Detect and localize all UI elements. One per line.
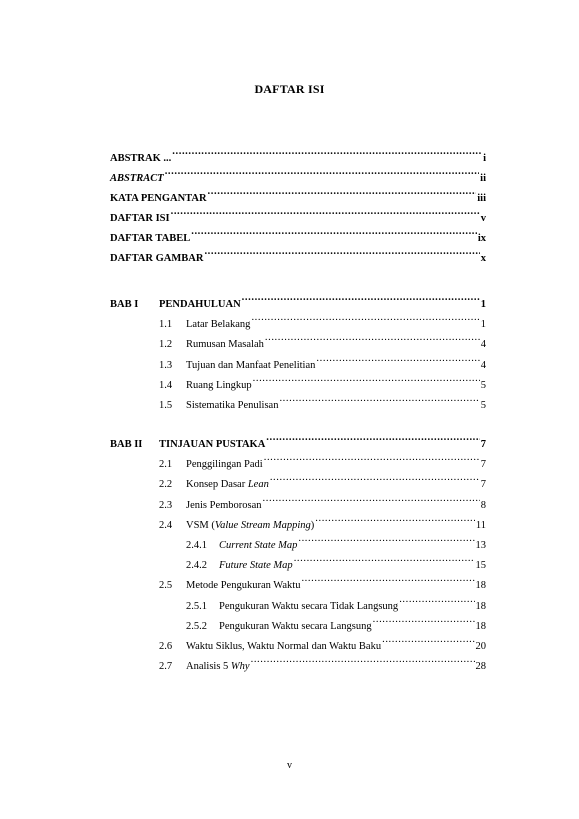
entry-page-number: 7 bbox=[480, 459, 486, 471]
entry-label-text: Jenis Pemborosan bbox=[186, 499, 262, 511]
entry-page-number: 13 bbox=[475, 540, 486, 551]
leader-dots bbox=[264, 453, 480, 467]
entry-number: 2.4.1 bbox=[186, 540, 207, 551]
entry-page-number: 7 bbox=[480, 479, 486, 491]
entry-label-text: Konsep Dasar bbox=[186, 479, 248, 491]
entry-number: 2.7 bbox=[159, 661, 173, 673]
entry-page-number: 15 bbox=[475, 560, 486, 572]
entry-number: 2.1 bbox=[159, 459, 173, 471]
leader-dots bbox=[294, 554, 475, 568]
leader-dots bbox=[251, 313, 479, 327]
leader-dots bbox=[265, 333, 480, 347]
entry-number: 2.6 bbox=[159, 641, 173, 652]
entry-label-text: ) bbox=[310, 519, 315, 531]
front-matter-entry bbox=[110, 227, 486, 244]
entry-label-text: ABSTRAK ... bbox=[110, 153, 172, 164]
entry-label-text: KATA PENGANTAR bbox=[110, 193, 207, 204]
entry-label bbox=[186, 359, 315, 373]
entry-page-number: x bbox=[480, 253, 486, 264]
entry-number: BAB II bbox=[110, 439, 143, 450]
subsection-entry bbox=[186, 534, 486, 551]
entry-label-text: DAFTAR TABEL bbox=[110, 233, 191, 244]
entry-label-text: TINJAUAN PUSTAKA bbox=[159, 439, 266, 450]
section-entry bbox=[159, 374, 486, 391]
leader-dots bbox=[242, 293, 480, 307]
leader-dots bbox=[315, 514, 475, 528]
leader-dots bbox=[263, 494, 480, 508]
entry-label bbox=[186, 660, 250, 674]
entry-label bbox=[186, 579, 300, 593]
section-entry bbox=[159, 494, 486, 511]
entry-number: BAB I bbox=[110, 299, 139, 310]
entry-page-number: 28 bbox=[475, 661, 486, 673]
front-matter-entry bbox=[110, 247, 486, 264]
entry-label bbox=[186, 399, 278, 413]
entry-page-number: iii bbox=[477, 193, 486, 204]
entry-label-text: Ruang Lingkup bbox=[186, 379, 252, 391]
entry-label-text: DAFTAR GAMBAR bbox=[110, 253, 204, 264]
entry-label bbox=[186, 519, 314, 533]
entry-label bbox=[186, 318, 250, 332]
entry-label-text: Value Stream Mapping bbox=[214, 519, 311, 531]
entry-label-text: Analisis 5 bbox=[186, 661, 231, 673]
entry-label bbox=[159, 298, 241, 312]
entry-label bbox=[159, 438, 265, 452]
entry-label bbox=[219, 620, 372, 634]
leader-dots bbox=[208, 187, 477, 201]
entry-label bbox=[186, 338, 264, 352]
leader-dots bbox=[253, 374, 480, 388]
leader-dots bbox=[399, 595, 474, 609]
entry-label-text: Waktu Siklus, Waktu Normal dan Waktu Baku bbox=[186, 641, 382, 652]
chapter-entry bbox=[110, 293, 486, 310]
section-entry bbox=[159, 394, 486, 411]
leader-dots bbox=[251, 655, 475, 669]
entry-label-text: PENDAHULUAN bbox=[159, 299, 241, 310]
entry-label bbox=[110, 172, 164, 186]
entry-page-number: 5 bbox=[480, 379, 486, 391]
entry-label-text: Rumusan Masalah bbox=[186, 339, 264, 351]
front-matter-entry bbox=[110, 207, 486, 224]
entry-number: 2.5 bbox=[159, 580, 173, 592]
entry-page-number: i bbox=[483, 153, 486, 164]
entry-number: 2.5.1 bbox=[186, 600, 207, 612]
subsection-entry bbox=[186, 615, 486, 632]
entry-label bbox=[219, 559, 293, 573]
entry-label-text: Future State Map bbox=[219, 560, 293, 572]
entry-number: 2.3 bbox=[159, 499, 173, 511]
section-entry bbox=[159, 313, 486, 331]
page-number: v bbox=[287, 760, 292, 771]
leader-dots bbox=[279, 394, 479, 408]
leader-dots bbox=[382, 635, 474, 649]
entry-label bbox=[186, 478, 269, 492]
entry-number: 1.2 bbox=[159, 339, 173, 351]
entry-page-number: v bbox=[480, 213, 486, 224]
entry-label bbox=[186, 379, 252, 393]
entry-page-number: 11 bbox=[475, 519, 486, 531]
entry-page-number: 18 bbox=[475, 580, 486, 592]
leader-dots bbox=[301, 574, 474, 588]
entry-label-text: Pengukuran Waktu secara Langsung bbox=[219, 620, 372, 632]
entry-label-text: Metode Pengukuran Waktu bbox=[186, 580, 301, 592]
section-entry bbox=[159, 574, 486, 592]
entry-number: 2.2 bbox=[159, 479, 173, 491]
leader-dots bbox=[191, 227, 477, 241]
entry-label bbox=[219, 539, 297, 553]
entry-label-text: DAFTAR ISI bbox=[110, 213, 170, 224]
front-matter-entry bbox=[110, 187, 486, 204]
entry-number: 1.5 bbox=[159, 400, 173, 411]
entry-label bbox=[186, 640, 381, 654]
entry-label-text: Sistematika Penulisan bbox=[186, 400, 279, 411]
subsection-entry bbox=[186, 595, 486, 612]
leader-dots bbox=[165, 167, 479, 181]
entry-number: 1.1 bbox=[159, 319, 173, 331]
leader-dots bbox=[266, 433, 479, 447]
entry-page-number: ix bbox=[477, 233, 486, 244]
section-entry bbox=[159, 354, 486, 371]
subsection-entry bbox=[186, 554, 486, 572]
front-matter-entry bbox=[110, 167, 486, 184]
entry-number: 2.5.2 bbox=[186, 620, 207, 632]
entry-label bbox=[110, 252, 203, 266]
section-entry bbox=[159, 333, 486, 351]
entry-label-text: Lean bbox=[247, 479, 269, 491]
entry-label bbox=[186, 458, 263, 472]
entry-label bbox=[186, 499, 262, 513]
entry-page-number: 8 bbox=[480, 499, 486, 511]
entry-page-number: 5 bbox=[480, 400, 486, 411]
page-title: DAFTAR ISI bbox=[254, 82, 325, 96]
leader-dots bbox=[298, 534, 474, 548]
entry-page-number: ii bbox=[480, 173, 486, 184]
entry-label-text: Current State Map bbox=[219, 540, 298, 551]
leader-dots bbox=[172, 147, 482, 161]
entry-page-number: 4 bbox=[480, 339, 486, 351]
front-matter-entry bbox=[110, 147, 486, 164]
entry-label-text: Penggilingan Padi bbox=[186, 459, 263, 471]
entry-page-number: 18 bbox=[475, 620, 486, 632]
entry-page-number: 4 bbox=[480, 359, 486, 371]
entry-label bbox=[110, 152, 171, 166]
section-entry bbox=[159, 655, 486, 673]
section-entry bbox=[159, 473, 486, 491]
leader-dots bbox=[316, 354, 479, 368]
entry-number: 2.4 bbox=[159, 519, 173, 531]
leader-dots bbox=[204, 247, 479, 261]
entry-label bbox=[110, 212, 170, 226]
entry-label bbox=[219, 600, 398, 614]
entry-label-text: VSM ( bbox=[186, 519, 215, 531]
entry-label bbox=[110, 232, 190, 246]
leader-dots bbox=[171, 207, 480, 221]
leader-dots bbox=[373, 615, 475, 629]
section-entry bbox=[159, 453, 486, 471]
entry-page-number: 1 bbox=[480, 319, 486, 331]
section-entry bbox=[159, 635, 486, 652]
entry-page-number: 18 bbox=[475, 600, 486, 612]
entry-page-number: 1 bbox=[480, 299, 486, 310]
entry-label-text: Latar Belakang bbox=[186, 319, 251, 331]
entry-page-number: 20 bbox=[475, 641, 486, 652]
leader-dots bbox=[270, 473, 480, 487]
entry-number: 1.3 bbox=[159, 359, 173, 371]
chapter-entry bbox=[110, 433, 486, 450]
entry-label-text: ABSTRACT bbox=[110, 173, 164, 184]
entry-label bbox=[110, 192, 207, 206]
entry-label-text: Pengukuran Waktu secara Tidak Langsung bbox=[219, 600, 399, 612]
entry-label-text: Why bbox=[230, 661, 250, 673]
entry-number: 2.4.2 bbox=[186, 560, 207, 572]
section-entry bbox=[159, 514, 486, 531]
entry-page-number: 7 bbox=[480, 439, 486, 450]
entry-number: 1.4 bbox=[159, 379, 173, 391]
entry-label-text: Tujuan dan Manfaat Penelitian bbox=[186, 359, 316, 371]
